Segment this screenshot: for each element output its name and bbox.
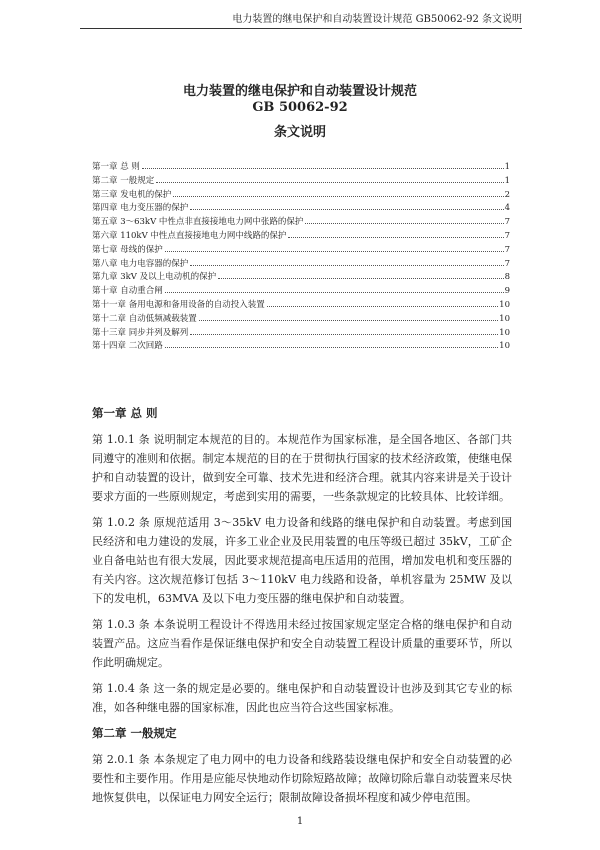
toc-leader-dots	[218, 278, 503, 279]
toc-leader-dots	[165, 292, 504, 293]
toc-entry[interactable]	[92, 160, 510, 174]
toc-leader-dots	[190, 209, 503, 210]
toc-entry[interactable]	[92, 312, 510, 326]
toc-entry[interactable]	[92, 215, 510, 229]
clause-paragraph: 第 1.0.1 条 说明制定本规范的目的。本规范作为国家标准，是全国各地区、各部门共同遵守的准则和依据。制定本规范的目的在于贯彻执行国家的技术经济政策，使继电保护和自动装置的设计，做到安全可靠、技术先进和经济合理。就其内容来讲是关于设计要求方面的一些原则规定，考虑到实用的需要，一些条款规定的比较具体、比较详细。	[92, 433, 512, 503]
toc-label: 第十一章 备用电源和备用设备的自动投入装置	[92, 299, 265, 310]
toc-label: 第七章 母线的保护	[92, 244, 163, 255]
toc-label: 第十三章 同步并列及解列	[92, 327, 189, 338]
toc-entry[interactable]	[92, 284, 510, 298]
document-title: 电力装置的继电保护和自动装置设计规范	[182, 84, 417, 99]
clause-paragraph: 第 1.0.2 条 原规范适用 3～35kV 电力设备和线路的继电保护和自动装置。考虑到国民经济和电力建设的发展，许多工业企业及民用装置的电压等级已超过 35kV，工矿企业自备电站也有很大发展，因此要求规范提高电压适用的范围，增加发电机和变压器的有关内容。这次规范修订包括 3～110kV 电力线路和设备，单机容量为 25MW 及以下的发电机，63MVA 及以下电力变压器的继电保护和自动装置。	[92, 516, 512, 605]
toc-entry[interactable]	[92, 257, 510, 271]
toc-entry[interactable]	[92, 243, 510, 257]
toc-leader-dots	[190, 334, 498, 335]
toc-leader-dots	[173, 196, 503, 197]
toc-page: 2	[504, 189, 510, 200]
toc-label: 第三章 发电机的保护	[92, 189, 172, 200]
toc-page: 7	[504, 244, 510, 255]
toc-label: 第九章 3kV 及以上电动机的保护	[92, 272, 217, 283]
toc-leader-dots	[199, 320, 498, 321]
toc-entry[interactable]	[92, 298, 510, 312]
toc-label: 第四章 电力变压器的保护	[92, 203, 189, 214]
chapter-heading: 第一章 总 则	[92, 406, 158, 420]
toc-entry[interactable]	[92, 270, 510, 284]
toc-page: 7	[504, 258, 510, 269]
toc-label: 第六章 110kV 中性点直接接地电力网中线路的保护	[92, 230, 287, 241]
document-body	[92, 404, 512, 814]
toc-page: 8	[504, 272, 510, 283]
toc-page: 7	[504, 217, 510, 228]
toc-leader-dots	[142, 168, 504, 169]
toc-label: 第十二章 自动低频减载装置	[92, 313, 197, 324]
toc-page: 1	[504, 175, 510, 186]
toc-entry[interactable]	[92, 174, 510, 188]
toc-page: 9	[504, 286, 510, 297]
toc-entry[interactable]	[92, 339, 510, 353]
toc-label: 第二章 一般规定	[92, 175, 155, 186]
running-header: 电力装置的继电保护和自动装置设计规范 GB50062-92 条文说明	[80, 10, 522, 29]
toc-page: 1	[504, 162, 510, 172]
toc-page: 10	[499, 341, 510, 352]
toc-leader-dots	[305, 223, 503, 224]
toc-leader-dots	[156, 182, 503, 183]
clause-paragraph: 第 1.0.3 条 本条说明工程设计不得选用未经过按国家规定坚定合格的继电保护和自动装置产品。这应当看作是保证继电保护和安全自动装置工程设计质量的重要环节，所以作此明确规定。	[92, 618, 512, 669]
document-subtitle: 条文说明	[273, 125, 326, 140]
toc-leader-dots	[267, 306, 498, 307]
clause-paragraph: 第 2.0.1 条 本条规定了电力网中的电力设备和线路装设继电保护和安全自动装置的必要性和主要作用。作用是应能尽快地动作切除短路故障；故障切除后靠自动装置来尽快地恢复供电，以保证电力网安全运行；限制故障设备损坏程度和减少停电范围。	[92, 753, 512, 804]
toc-page: 10	[499, 327, 510, 338]
toc-label: 第八章 电力电容器的保护	[92, 258, 189, 269]
standard-code: GB 50062-92	[252, 100, 348, 115]
clause-paragraph: 第 1.0.4 条 这一条的规定是必要的。继电保护和自动装置设计也涉及到其它专业的标准，如各种继电器的国家标准，因此也应当符合这些国家标准。	[92, 682, 512, 714]
toc-leader-dots	[165, 347, 498, 348]
toc-leader-dots	[165, 251, 504, 252]
toc-entry[interactable]	[92, 326, 510, 340]
page-number: 1	[296, 816, 304, 827]
toc-entry[interactable]	[92, 188, 510, 202]
toc-label: 第十四章 二次回路	[92, 341, 163, 352]
toc-page: 10	[499, 313, 510, 324]
toc-label: 第十章 自动重合闸	[92, 286, 163, 297]
toc-leader-dots	[190, 265, 503, 266]
table-of-contents	[92, 160, 510, 353]
toc-entry[interactable]	[92, 229, 510, 243]
toc-leader-dots	[288, 237, 503, 238]
toc-page: 7	[504, 230, 510, 241]
chapter-heading: 第二章 一般规定	[92, 726, 177, 740]
toc-page: 10	[499, 299, 510, 310]
toc-label: 第五章 3～63kV 中性点非直接接地电力网中张路的保护	[92, 217, 304, 228]
toc-page: 4	[504, 203, 510, 214]
toc-label: 第一章 总 则	[92, 162, 140, 172]
toc-entry[interactable]	[92, 201, 510, 215]
